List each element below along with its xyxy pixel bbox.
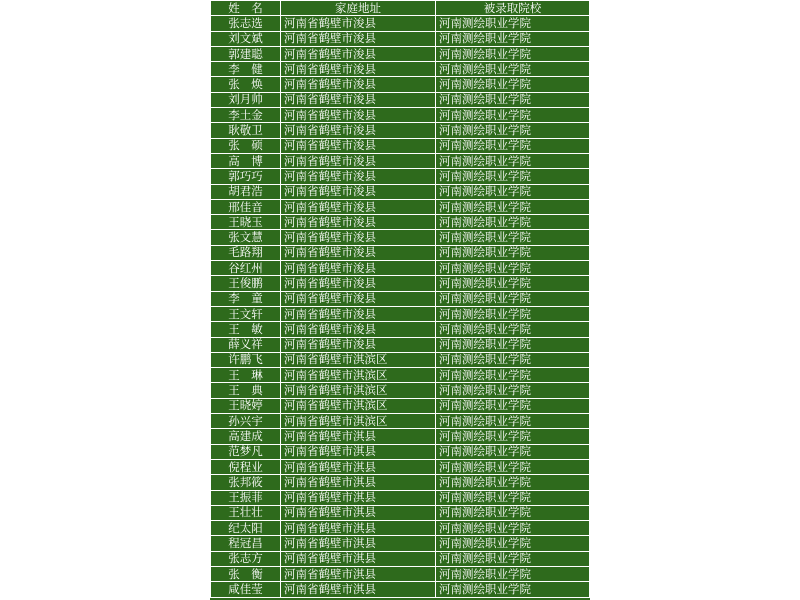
table-row: [211, 199, 590, 214]
address-cell: 河南省鹤壁市淇县: [281, 429, 436, 444]
address-cell: 河南省鹤壁市浚县: [281, 322, 436, 337]
address-cell: 河南省鹤壁市浚县: [281, 199, 436, 214]
school-cell: 河南测绘职业学院: [436, 551, 590, 566]
school-cell: 河南测绘职业学院: [436, 62, 590, 77]
header-school: 被录取院校: [436, 1, 590, 16]
address-cell: 河南省鹤壁市浚县: [281, 169, 436, 184]
school-cell: 河南测绘职业学院: [436, 276, 590, 291]
name-cell: 王文轩: [211, 306, 281, 321]
school-cell: 河南测绘职业学院: [436, 414, 590, 429]
name-cell: 毛路翔: [211, 245, 281, 260]
name-cell: 张邦筱: [211, 475, 281, 490]
table-row: [211, 16, 590, 31]
table-row: [211, 429, 590, 444]
school-cell: 河南测绘职业学院: [436, 215, 590, 230]
school-cell: 河南测绘职业学院: [436, 46, 590, 61]
address-cell: 河南省鹤壁市浚县: [281, 92, 436, 107]
name-cell: 纪太阳: [211, 521, 281, 536]
table-row: [211, 215, 590, 230]
address-cell: 河南省鹤壁市淇县: [281, 566, 436, 581]
table-row: [211, 230, 590, 245]
school-cell: 河南测绘职业学院: [436, 444, 590, 459]
school-cell: 河南测绘职业学院: [436, 16, 590, 31]
name-cell: 谷红州: [211, 261, 281, 276]
address-cell: 河南省鹤壁市淇县: [281, 521, 436, 536]
address-cell: 河南省鹤壁市淇滨区: [281, 398, 436, 413]
name-cell: 刘文斌: [211, 31, 281, 46]
address-cell: 河南省鹤壁市浚县: [281, 46, 436, 61]
name-cell: 王俊鹏: [211, 276, 281, 291]
address-cell: 河南省鹤壁市浚县: [281, 153, 436, 168]
address-cell: 河南省鹤壁市淇县: [281, 475, 436, 490]
address-cell: 河南省鹤壁市浚县: [281, 261, 436, 276]
school-cell: 河南测绘职业学院: [436, 490, 590, 505]
table-row: [211, 582, 590, 597]
table-row: [211, 398, 590, 413]
school-cell: 河南测绘职业学院: [436, 230, 590, 245]
address-cell: 河南省鹤壁市浚县: [281, 123, 436, 138]
address-cell: 河南省鹤壁市浚县: [281, 108, 436, 123]
school-cell: 河南测绘职业学院: [436, 123, 590, 138]
address-cell: 河南省鹤壁市浚县: [281, 291, 436, 306]
table-row: [211, 368, 590, 383]
table-row: [211, 138, 590, 153]
school-cell: 河南测绘职业学院: [436, 352, 590, 367]
address-cell: 河南省鹤壁市淇滨区: [281, 383, 436, 398]
name-cell: 郭建聪: [211, 46, 281, 61]
address-cell: 河南省鹤壁市淇县: [281, 444, 436, 459]
school-cell: 河南测绘职业学院: [436, 306, 590, 321]
name-cell: 张 硕: [211, 138, 281, 153]
school-cell: 河南测绘职业学院: [436, 582, 590, 597]
name-cell: 张 焕: [211, 77, 281, 92]
name-cell: 范梦凡: [211, 444, 281, 459]
school-cell: 河南测绘职业学院: [436, 138, 590, 153]
name-cell: 耿敬卫: [211, 123, 281, 138]
school-cell: 河南测绘职业学院: [436, 77, 590, 92]
table-row: [211, 276, 590, 291]
name-cell: 王晓玉: [211, 215, 281, 230]
school-cell: 河南测绘职业学院: [436, 92, 590, 107]
address-cell: 河南省鹤壁市淇县: [281, 582, 436, 597]
table-row: [211, 77, 590, 92]
school-cell: 河南测绘职业学院: [436, 383, 590, 398]
table-row: [211, 475, 590, 490]
table-row: [211, 521, 590, 536]
school-cell: 河南测绘职业学院: [436, 536, 590, 551]
name-cell: 郭巧巧: [211, 169, 281, 184]
name-cell: 邢佳音: [211, 199, 281, 214]
table-row: [211, 566, 590, 581]
address-cell: 河南省鹤壁市淇县: [281, 551, 436, 566]
name-cell: 张 衡: [211, 566, 281, 581]
admission-table: [210, 0, 590, 598]
name-cell: 王 敏: [211, 322, 281, 337]
name-cell: 王晓婷: [211, 398, 281, 413]
school-cell: 河南测绘职业学院: [436, 475, 590, 490]
table-row: [211, 46, 590, 61]
address-cell: 河南省鹤壁市淇县: [281, 536, 436, 551]
name-cell: 张志选: [211, 16, 281, 31]
address-cell: 河南省鹤壁市淇县: [281, 505, 436, 520]
address-cell: 河南省鹤壁市淇滨区: [281, 352, 436, 367]
name-cell: 李 健: [211, 62, 281, 77]
admission-table-panel: [208, 0, 592, 600]
table-row: [211, 261, 590, 276]
address-cell: 河南省鹤壁市浚县: [281, 184, 436, 199]
school-cell: 河南测绘职业学院: [436, 398, 590, 413]
name-cell: 李土金: [211, 108, 281, 123]
name-cell: 程冠昌: [211, 536, 281, 551]
name-cell: 高建成: [211, 429, 281, 444]
table-row: [211, 383, 590, 398]
table-row: [211, 337, 590, 352]
address-cell: 河南省鹤壁市淇县: [281, 490, 436, 505]
table-body: [211, 16, 590, 597]
table-row: [211, 92, 590, 107]
table-row: [211, 352, 590, 367]
school-cell: 河南测绘职业学院: [436, 505, 590, 520]
school-cell: 河南测绘职业学院: [436, 184, 590, 199]
school-cell: 河南测绘职业学院: [436, 153, 590, 168]
table-row: [211, 306, 590, 321]
header-address: 家庭地址: [281, 1, 436, 16]
school-cell: 河南测绘职业学院: [436, 108, 590, 123]
table-row: [211, 184, 590, 199]
name-cell: 李 童: [211, 291, 281, 306]
address-cell: 河南省鹤壁市浚县: [281, 215, 436, 230]
table-row: [211, 62, 590, 77]
school-cell: 河南测绘职业学院: [436, 31, 590, 46]
address-cell: 河南省鹤壁市浚县: [281, 138, 436, 153]
table-row: [211, 505, 590, 520]
school-cell: 河南测绘职业学院: [436, 245, 590, 260]
address-cell: 河南省鹤壁市淇滨区: [281, 414, 436, 429]
table-row: [211, 123, 590, 138]
name-cell: 薛义祥: [211, 337, 281, 352]
name-cell: 王 典: [211, 383, 281, 398]
table-row: [211, 108, 590, 123]
school-cell: 河南测绘职业学院: [436, 521, 590, 536]
table-row: [211, 153, 590, 168]
name-cell: 王壮壮: [211, 505, 281, 520]
school-cell: 河南测绘职业学院: [436, 291, 590, 306]
table-row: [211, 245, 590, 260]
school-cell: 河南测绘职业学院: [436, 459, 590, 474]
address-cell: 河南省鹤壁市浚县: [281, 276, 436, 291]
table-header-row: [211, 1, 590, 16]
address-cell: 河南省鹤壁市浚县: [281, 245, 436, 260]
name-cell: 咸佳莹: [211, 582, 281, 597]
table-row: [211, 536, 590, 551]
table-row: [211, 169, 590, 184]
table-row: [211, 322, 590, 337]
address-cell: 河南省鹤壁市浚县: [281, 337, 436, 352]
school-cell: 河南测绘职业学院: [436, 199, 590, 214]
address-cell: 河南省鹤壁市浚县: [281, 16, 436, 31]
name-cell: 张文慧: [211, 230, 281, 245]
name-cell: 许鹏飞: [211, 352, 281, 367]
address-cell: 河南省鹤壁市淇滨区: [281, 368, 436, 383]
address-cell: 河南省鹤壁市浚县: [281, 230, 436, 245]
address-cell: 河南省鹤壁市浚县: [281, 306, 436, 321]
school-cell: 河南测绘职业学院: [436, 566, 590, 581]
table-row: [211, 444, 590, 459]
school-cell: 河南测绘职业学院: [436, 169, 590, 184]
header-name: 姓 名: [211, 1, 281, 16]
table-row: [211, 459, 590, 474]
table-row: [211, 414, 590, 429]
name-cell: 王振菲: [211, 490, 281, 505]
name-cell: 孙兴宇: [211, 414, 281, 429]
name-cell: 张志方: [211, 551, 281, 566]
address-cell: 河南省鹤壁市浚县: [281, 62, 436, 77]
table-row: [211, 291, 590, 306]
name-cell: 高 博: [211, 153, 281, 168]
table-row: [211, 551, 590, 566]
address-cell: 河南省鹤壁市浚县: [281, 31, 436, 46]
name-cell: 胡君浩: [211, 184, 281, 199]
school-cell: 河南测绘职业学院: [436, 429, 590, 444]
name-cell: 倪程业: [211, 459, 281, 474]
school-cell: 河南测绘职业学院: [436, 337, 590, 352]
table-row: [211, 490, 590, 505]
school-cell: 河南测绘职业学院: [436, 368, 590, 383]
school-cell: 河南测绘职业学院: [436, 261, 590, 276]
school-cell: 河南测绘职业学院: [436, 322, 590, 337]
address-cell: 河南省鹤壁市淇县: [281, 459, 436, 474]
name-cell: 王 琳: [211, 368, 281, 383]
table-row: [211, 31, 590, 46]
name-cell: 刘月帅: [211, 92, 281, 107]
address-cell: 河南省鹤壁市浚县: [281, 77, 436, 92]
